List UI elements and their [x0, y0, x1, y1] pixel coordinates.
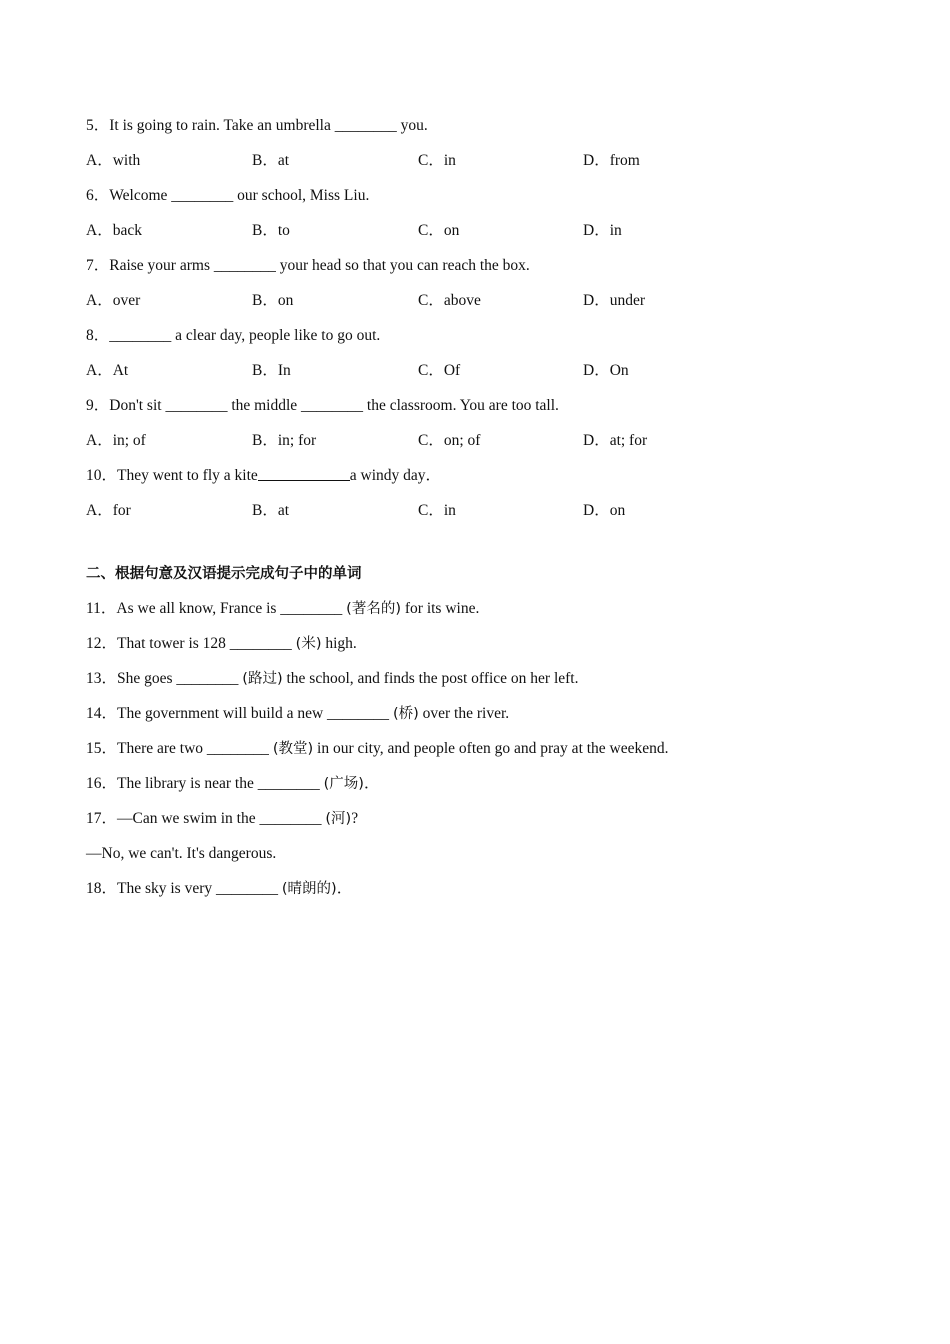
- chinese-hint: (教堂): [272, 741, 314, 757]
- item-text: 16．The library is near the ________: [86, 775, 324, 792]
- option-d[interactable]: D．in: [583, 222, 622, 239]
- option-b[interactable]: B．at: [252, 502, 290, 519]
- option-d[interactable]: D．on: [583, 502, 626, 519]
- options-row: [86, 289, 886, 313]
- item-text-end: ?: [351, 810, 359, 827]
- option-d[interactable]: D．On: [583, 362, 629, 379]
- options-row: [86, 429, 886, 453]
- question-8: [86, 324, 886, 383]
- item-text-end: ．: [336, 880, 353, 897]
- question-text: [86, 464, 886, 488]
- option-b[interactable]: B．to: [252, 222, 290, 239]
- chinese-hint: (著名的): [346, 601, 401, 617]
- section-2-title: 二、根据句意及汉语提示完成句子中的单词: [86, 566, 362, 582]
- option-a[interactable]: A．back: [86, 222, 142, 239]
- question-10: [86, 464, 886, 523]
- chinese-hint: (米): [295, 636, 322, 652]
- item-text-end: over the river.: [418, 705, 510, 722]
- chinese-hint: (桥): [392, 706, 419, 722]
- options-row: [86, 499, 886, 523]
- options-row: [86, 149, 886, 173]
- question-9: [86, 394, 886, 453]
- option-d[interactable]: D．under: [583, 292, 645, 309]
- item-text: 15．There are two ________: [86, 740, 273, 757]
- fill-item-14: [86, 702, 886, 726]
- item-text: 13．She goes ________: [86, 670, 243, 687]
- item-text: 18．The sky is very ________: [86, 880, 282, 897]
- option-d[interactable]: D．from: [583, 152, 640, 169]
- option-c[interactable]: C．above: [418, 292, 481, 309]
- question-5: [86, 114, 886, 173]
- option-b[interactable]: B．In: [252, 362, 291, 379]
- item-text-end: for its wine.: [401, 600, 480, 617]
- section-2-items: [86, 597, 886, 901]
- item-text: 12．That tower is 128 ________: [86, 635, 296, 652]
- fill-item-17: [86, 807, 886, 831]
- fill-item-16: [86, 772, 886, 796]
- item-text: 17．—Can we swim in the ________: [86, 810, 326, 827]
- chinese-hint: (广场): [323, 776, 364, 792]
- item-text: 11．As we all know, France is ________: [86, 600, 347, 617]
- question-text-start: 10．They went to fly a kite: [86, 467, 258, 484]
- question-text-end: a windy day．: [349, 467, 442, 484]
- item-text: —No, we can't. It's dangerous.: [86, 845, 277, 862]
- fill-item-17-reply: [86, 842, 886, 866]
- fill-item-15: [86, 737, 886, 761]
- question-text: 7．Raise your arms ________ your head so that you can reach the box.: [86, 257, 530, 274]
- option-c[interactable]: C．in: [418, 502, 456, 519]
- question-6: [86, 184, 886, 243]
- fill-item-11: [86, 597, 886, 621]
- item-text-end: high.: [321, 635, 357, 652]
- answer-blank[interactable]: [258, 465, 350, 481]
- option-a[interactable]: A．At: [86, 362, 129, 379]
- option-b[interactable]: B．on: [252, 292, 294, 309]
- option-c[interactable]: C．in: [418, 152, 456, 169]
- option-a[interactable]: A．for: [86, 502, 131, 519]
- chinese-hint: (河): [325, 811, 352, 827]
- question-text: 8．________ a clear day, people like to go out.: [86, 327, 381, 344]
- option-c[interactable]: C．Of: [418, 362, 461, 379]
- chinese-hint: (晴朗的): [281, 881, 337, 897]
- option-c[interactable]: C．on: [418, 222, 460, 239]
- fill-item-18: [86, 877, 886, 901]
- question-text: 9．Don't sit ________ the middle ________ the classroom. You are too tall.: [86, 397, 559, 414]
- option-b[interactable]: B．in; for: [252, 432, 317, 449]
- option-b[interactable]: B．at: [252, 152, 290, 169]
- item-text-end: the school, and finds the post office on her left.: [282, 670, 579, 687]
- option-a[interactable]: A．in; of: [86, 432, 146, 449]
- item-text-end: in our city, and people often go and pray at the weekend.: [313, 740, 669, 757]
- options-row: [86, 359, 886, 383]
- question-7: [86, 254, 886, 313]
- options-row: [86, 219, 886, 243]
- option-a[interactable]: A．with: [86, 152, 141, 169]
- worksheet-page: [86, 114, 886, 901]
- fill-item-13: [86, 667, 886, 691]
- item-text: 14．The government will build a new ________: [86, 705, 393, 722]
- option-a[interactable]: A．over: [86, 292, 141, 309]
- option-c[interactable]: C．on; of: [418, 432, 481, 449]
- chinese-hint: (路过): [242, 671, 283, 687]
- fill-item-12: [86, 632, 886, 656]
- question-text: 5．It is going to rain. Take an umbrella ________ you.: [86, 117, 428, 134]
- question-text: 6．Welcome ________ our school, Miss Liu.: [86, 187, 370, 204]
- option-d[interactable]: D．at; for: [583, 432, 648, 449]
- item-text-end: ．: [363, 775, 380, 792]
